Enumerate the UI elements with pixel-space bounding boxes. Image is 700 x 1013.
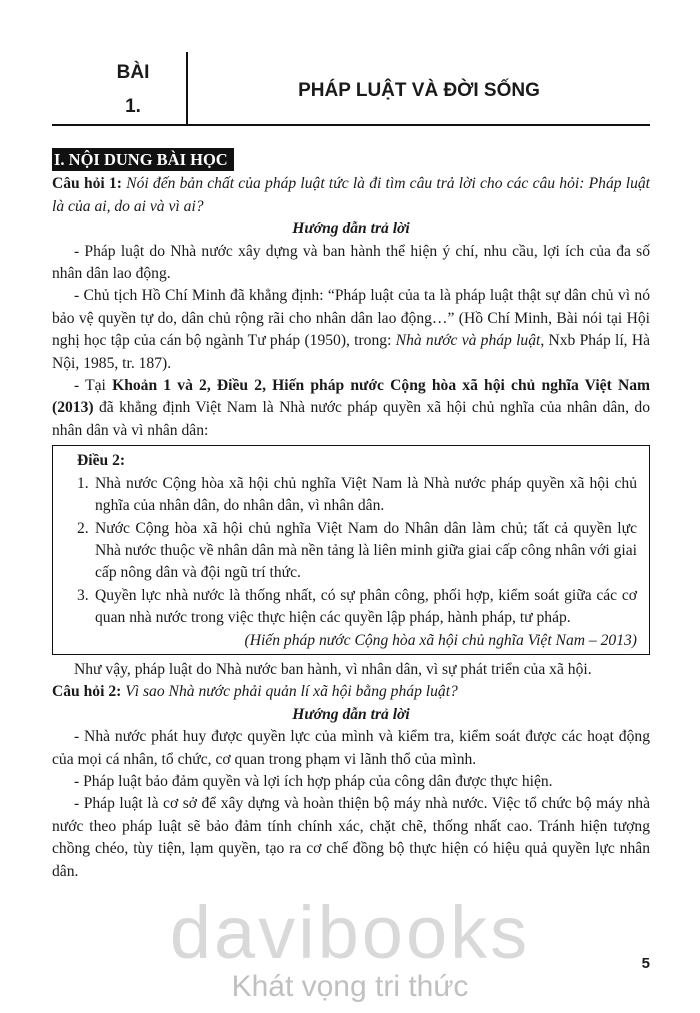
answer-1-paragraph-3 — [52, 375, 650, 442]
lesson-label — [78, 56, 188, 126]
watermark-slogan: Khát vọng tri thức — [231, 970, 469, 1003]
constitution-article-box — [52, 445, 650, 655]
clause-number: 3. — [77, 586, 89, 604]
answer-guide-1: Hướng dẫn trả lời — [292, 220, 410, 238]
article-clause — [77, 518, 637, 585]
clause-text: Quyền lực nhà nước là thống nhất, có sự phân công, phối hợp, kiểm soát giữa các cơ quan nhà nước trong việc thực hiện các quyền lập pháp, hành pháp, tư pháp. — [95, 586, 637, 627]
lesson-word: BÀI — [116, 62, 150, 83]
page-title: PHÁP LUẬT VÀ ĐỜI SỐNG — [298, 80, 540, 101]
lesson-content — [52, 148, 650, 883]
question-1-label: Câu hỏi 1: — [52, 175, 122, 193]
answer-2-paragraph-2: - Pháp luật bảo đảm quyền và lợi ích hợp pháp của công dân được thực hiện. — [74, 772, 553, 790]
answer-1-paragraph-1: - Pháp luật do Nhà nước xây dựng và ban hành thể hiện ý chí, nhu cầu, lợi ích của đa số nhân dân lao động. — [52, 242, 650, 283]
citation-end: , Nxb Pháp lí, Hà Nội, 1985, tr. 187). — [52, 332, 650, 372]
answer-guide-2: Hướng dẫn trả lời — [292, 705, 410, 723]
section-heading: I. NỘI DUNG BÀI HỌC — [52, 148, 234, 171]
paragraph-prefix: - Tại — [74, 377, 106, 395]
quote-text: - Chủ tịch Hồ Chí Minh đã khẳng định: “Pháp luật của ta là pháp luật thật sự dân chủ vì nó bảo vệ quyền tự do, dân chủ rộng rãi cho nhân dân lao động…” (Hồ Chí Minh, Bài nói tại Hội nghị học tập của cán bộ ngành Tư pháp (1950), trong: — [52, 287, 650, 350]
clause-text: Nhà nước Cộng hòa xã hội chủ nghĩa Việt Nam là Nhà nước pháp quyền xã hội chủ nghĩa của nhân dân, do nhân dân, vì nhân dân. — [95, 474, 637, 515]
paragraph-rest: đã khẳng định Việt Nam là Nhà nước pháp quyền xã hội chủ nghĩa của nhân dân, do nhân dân và vì nhân dân: — [52, 399, 650, 439]
constitution-reference: Khoản 1 và 2, Điều 2, Hiến pháp nước Cộng hòa xã hội chủ nghĩa Việt Nam (2013) — [52, 377, 650, 417]
clause-text: Nước Cộng hòa xã hội chủ nghĩa Việt Nam do Nhân dân làm chủ; tất cả quyền lực Nhà nước thuộc về nhân dân mà nền tảng là liên minh giữa giai cấp công nhân với giai cấp nông dân và đội ngũ trí thức. — [95, 519, 637, 582]
question-2 — [52, 681, 650, 703]
answer-2-paragraph-3: - Pháp luật là cơ sở để xây dựng và hoàn thiện bộ máy nhà nước. Việc tổ chức bộ máy nhà nước theo pháp luật sẽ bảo đảm tính chính xác, chặt chẽ, thống nhất cao. Tránh hiện tượng chồng chéo, tùy tiện, lạm quyền, tạo ra cơ chế đồng bộ thực hiện có hiệu quả quyền lực nhân dân. — [52, 795, 650, 880]
question-1 — [52, 173, 650, 218]
watermark-brand: davibooks — [169, 891, 531, 974]
question-2-text: Vì sao Nhà nước phải quản lí xã hội bằng pháp luật? — [125, 683, 458, 701]
clause-number: 2. — [77, 519, 89, 537]
article-source: (Hiến pháp nước Cộng hòa xã hội chủ nghĩa Việt Nam – 2013) — [244, 631, 637, 649]
header-rule — [52, 124, 650, 126]
article-title: Điều 2: — [77, 452, 126, 470]
article-clause — [77, 585, 637, 630]
question-1-text: Nói đến bản chất của pháp luật tức là đi tìm câu trả lời cho các câu hỏi: Pháp luật là của ai, do ai và vì ai? — [52, 175, 651, 215]
answer-1-paragraph-2 — [52, 285, 650, 375]
article-clauses — [77, 473, 637, 630]
article-clause — [77, 473, 637, 518]
conclusion-paragraph: Như vậy, pháp luật do Nhà nước ban hành, vì nhân dân, vì sự phát triển của xã hội. — [74, 660, 592, 678]
clause-number: 1. — [77, 474, 89, 492]
answer-2-paragraph-1: - Nhà nước phát huy được quyền lực của mình và kiểm tra, kiểm soát được các hoạt động của mọi cá nhân, tổ chức, cơ quan trong phạm vi lãnh thổ của mình. — [52, 728, 650, 768]
book-title: Nhà nước và pháp luật — [395, 332, 541, 350]
lesson-number: 1. — [125, 96, 141, 117]
page-number: 5 — [641, 955, 650, 972]
question-2-label: Câu hỏi 2: — [52, 683, 122, 701]
